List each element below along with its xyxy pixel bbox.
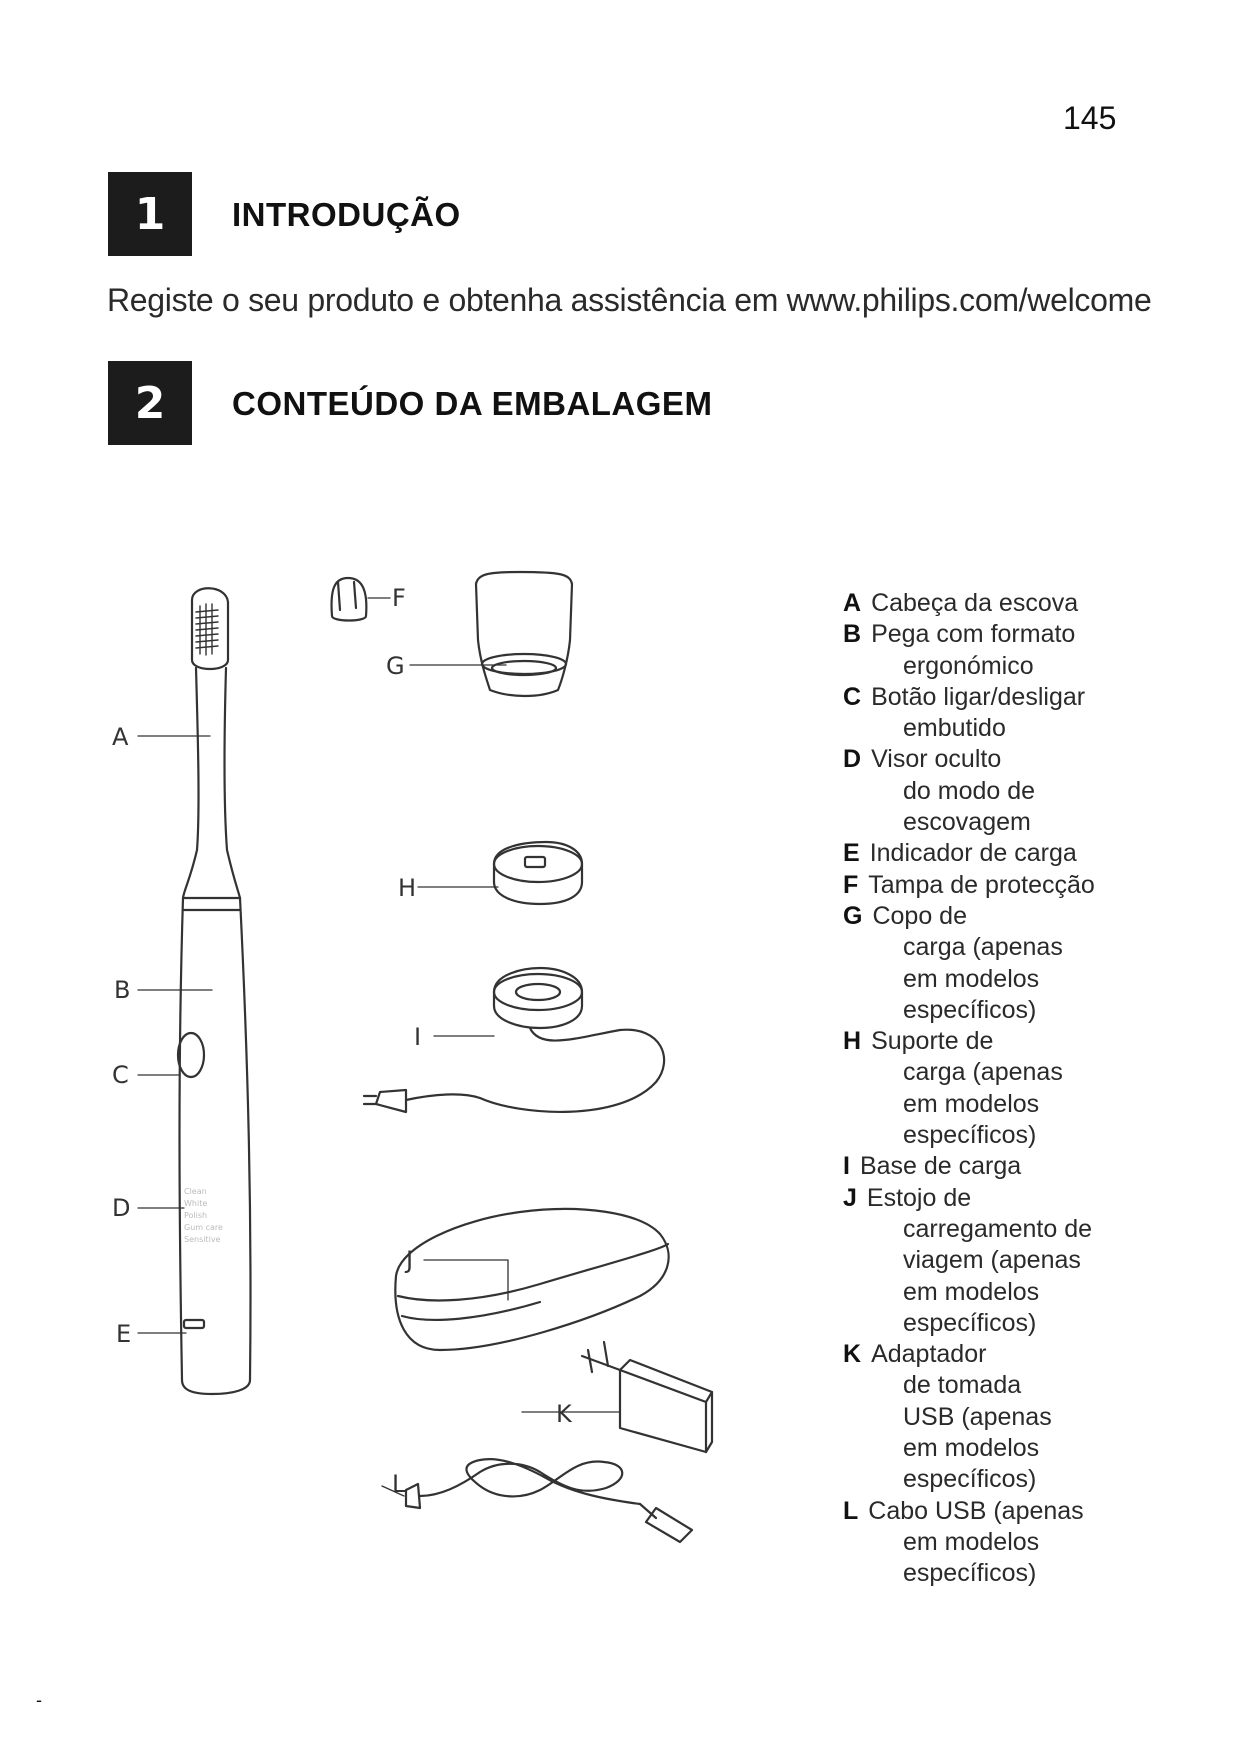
section-1-number-box: 1 — [108, 172, 192, 256]
legend-text: Suporte de — [871, 1027, 994, 1056]
legend-text: Botão ligar/desligar — [871, 682, 1086, 711]
legend-text: Visor oculto — [871, 745, 1002, 774]
callout-G: G — [386, 652, 405, 680]
legend-text-continued: em modelos — [903, 1527, 1040, 1556]
legend-text-continued: em modelos — [903, 964, 1040, 993]
legend-item-g — [843, 901, 1233, 1026]
legend-text: Cabeça da escova — [871, 589, 1079, 617]
legend-text-continued: escovagem — [903, 808, 1031, 837]
svg-text:Clean: Clean — [184, 1187, 207, 1196]
legend-text: Copo de — [872, 901, 967, 930]
legend-text-continued: carga (apenas — [903, 933, 1063, 962]
toothbrush-drawing — [178, 588, 251, 1394]
legend-text: Tampa de protecção — [868, 870, 1095, 899]
legend-letter: L — [843, 1496, 859, 1525]
legend-text-continued: específicos) — [903, 1465, 1037, 1494]
legend-text: Pega com formato — [871, 620, 1076, 649]
legend-text-continued: embutido — [903, 714, 1006, 743]
callout-A: A — [112, 723, 129, 751]
usb-adapter-drawing — [522, 1342, 712, 1452]
package-contents-illustration — [100, 560, 780, 1600]
svg-text:Sensitive: Sensitive — [184, 1235, 221, 1244]
legend-letter: F — [843, 870, 859, 899]
callout-J: J — [406, 1246, 414, 1274]
legend-text-continued: em modelos — [903, 1277, 1040, 1306]
footer-mark: - — [36, 1690, 42, 1710]
legend-text-continued: em modelos — [903, 1089, 1040, 1118]
svg-text:Polish: Polish — [184, 1211, 208, 1220]
legend-text: Cabo USB (apenas — [868, 1496, 1084, 1525]
legend-text-continued: do modo de — [903, 776, 1036, 805]
legend-text-continued: carga (apenas — [903, 1058, 1063, 1087]
legend-item-l — [843, 1496, 1233, 1590]
callout-L: L — [392, 1470, 406, 1498]
legend-item-e — [843, 838, 1233, 869]
register-product-text: Registe o seu produto e obtenha assistência em www.philips.com/welcome — [107, 282, 1152, 318]
section-2-title: CONTEÚDO DA EMBALAGEM — [232, 385, 713, 422]
legend-letter: J — [843, 1183, 857, 1212]
usb-cable-drawing — [382, 1459, 692, 1542]
legend-letter: C — [843, 682, 862, 711]
legend-text-continued: ergonómico — [903, 651, 1034, 680]
legend-text-continued: viagem (apenas — [903, 1246, 1081, 1275]
callout-E: E — [116, 1320, 132, 1348]
legend-item-a — [843, 588, 1233, 619]
callout-K: K — [556, 1400, 572, 1428]
legend-item-k — [843, 1339, 1233, 1495]
legend-letter: G — [843, 901, 863, 930]
legend-letter: A — [843, 589, 862, 617]
svg-text:White: White — [184, 1199, 208, 1208]
legend-letter: I — [843, 1152, 850, 1181]
legend-text: Base de carga — [859, 1152, 1022, 1181]
callout-H: H — [398, 874, 417, 902]
legend-text-continued: específicos) — [903, 1559, 1037, 1588]
legend-text-continued: específicos) — [903, 995, 1037, 1024]
legend-text: Adaptador — [871, 1340, 987, 1369]
callout-D: D — [112, 1194, 131, 1222]
page-number: 145 — [1063, 100, 1117, 136]
legend-text-continued: em modelos — [903, 1434, 1040, 1463]
legend-letter: B — [843, 620, 862, 649]
legend-item-h — [843, 1026, 1233, 1151]
callout-F: F — [392, 584, 406, 612]
legend-text-continued: USB (apenas — [903, 1402, 1052, 1431]
legend-letter: E — [843, 839, 860, 868]
legend-letter: D — [843, 745, 862, 774]
section-2-number-box: 2 — [108, 361, 192, 445]
charging-glass-drawing — [410, 572, 572, 696]
legend-text: Indicador de carga — [869, 839, 1077, 868]
legend-letter: H — [843, 1027, 862, 1056]
legend-item-c — [843, 682, 1233, 745]
svg-text:Gum care: Gum care — [184, 1223, 223, 1232]
legend-text-continued: carregamento de — [903, 1214, 1093, 1243]
legend-text: Estojo de — [866, 1183, 972, 1212]
legend-item-d — [843, 744, 1233, 838]
charging-holder-drawing — [418, 842, 582, 904]
legend-text-continued: de tomada — [903, 1371, 1022, 1400]
callout-B: B — [114, 976, 131, 1004]
legend-item-f — [843, 870, 1233, 901]
legend-letter: K — [843, 1340, 862, 1369]
travel-case-drawing — [395, 1209, 668, 1350]
legend-item-b — [843, 619, 1233, 682]
callout-C: C — [112, 1061, 129, 1089]
legend-item-i — [843, 1151, 1233, 1182]
protective-cap-drawing — [332, 578, 390, 621]
legend-item-j — [843, 1183, 1233, 1339]
callout-I: I — [414, 1023, 422, 1051]
section-1-title: INTRODUÇÃO — [232, 196, 461, 233]
package-contents-legend — [843, 588, 1233, 1590]
legend-text-continued: específicos) — [903, 1308, 1037, 1337]
legend-text-continued: específicos) — [903, 1121, 1037, 1150]
charging-base-drawing — [364, 968, 664, 1112]
